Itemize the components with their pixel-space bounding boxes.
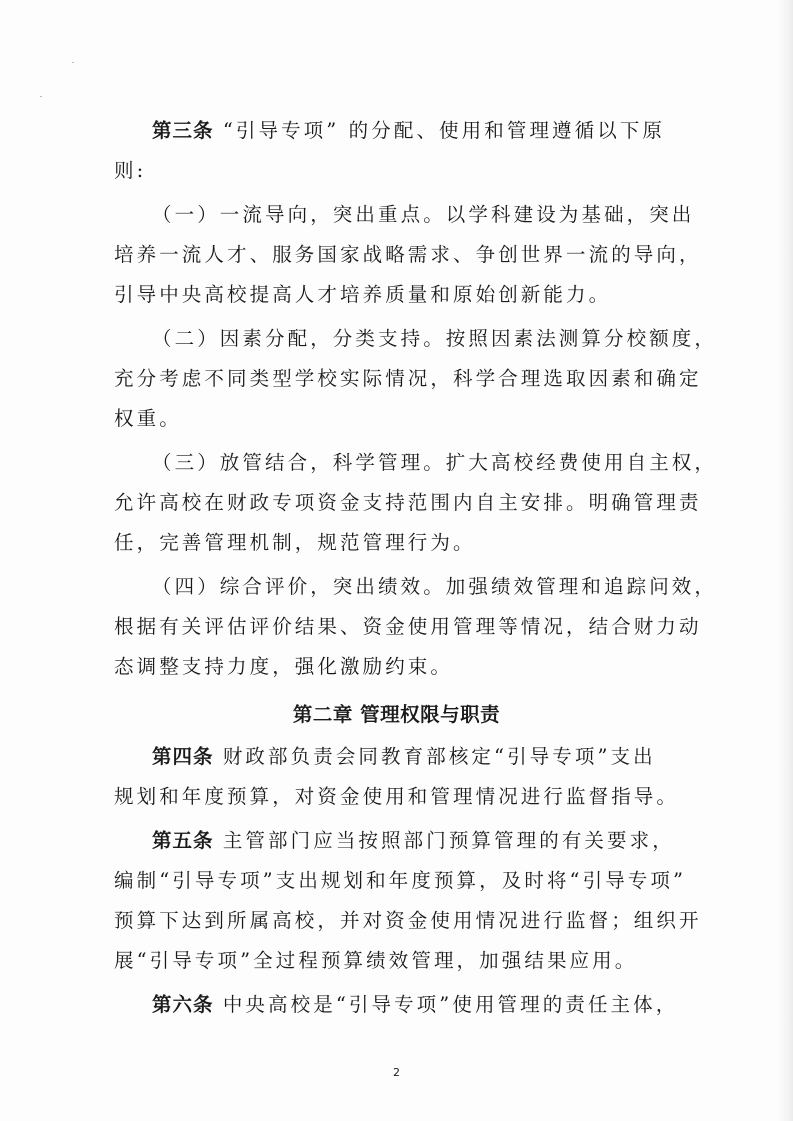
article-5-line-2: 编制“引导专项”支出规划和年度预算，及时将“引导专项” [114, 869, 687, 892]
article-6-line-1: 第六条 中央高校是“引导专项”使用管理的责任主体， [152, 993, 679, 1016]
article-5-label: 第五条 [152, 829, 214, 852]
principle-2-line-1: （二）因素分配，分类支持。按照因素法测算分校额度， [152, 327, 718, 350]
principle-4-line-3: 态调整支持力度，强化激励约束。 [114, 655, 454, 678]
principle-3-line-1: （三）放管结合，科学管理。扩大高校经费使用自主权， [152, 451, 718, 474]
article-5-line-1: 第五条 主管部门应当按照部门预算管理的有关要求， [152, 829, 675, 852]
scan-edge-shadow [777, 0, 793, 1121]
article-3-line-1: 第三条 “引导专项” 的分配、使用和管理遵循以下原 [152, 119, 666, 142]
principle-1-line-3: 引导中央高校提高人才培养质量和原始创新能力。 [114, 283, 612, 306]
chapter-2-heading: 第二章 管理权限与职责 [292, 703, 501, 726]
article-4-line-1: 第四条 财政部负责会同教育部核定“引导专项”支出 [152, 745, 656, 768]
principle-1-line-2: 培养一流人才、服务国家战略需求、争创世界一流的导向， [114, 243, 702, 266]
principle-2-line-3: 权重。 [114, 407, 182, 430]
scan-speck [72, 62, 74, 63]
article-6-label: 第六条 [152, 993, 214, 1016]
principle-3-line-2: 允许高校在财政专项资金支持范围内自主安排。明确管理责 [114, 491, 702, 514]
article-5-line-3: 预算下达到所属高校，并对资金使用情况进行监督；组织开 [114, 909, 702, 932]
article-4-label: 第四条 [152, 745, 214, 768]
article-5-line-4: 展“引导专项”全过程预算绩效管理，加强结果应用。 [114, 949, 638, 972]
principle-3-line-3: 任，完善管理机制，规范管理行为。 [114, 531, 476, 554]
page-number: 2 [393, 1066, 400, 1079]
article-4-line-2: 规划和年度预算，对资金使用和管理情况进行监督指导。 [114, 785, 680, 808]
scan-speck [40, 96, 42, 97]
article-3-line-2: 则: [114, 159, 147, 182]
principle-4-line-2: 根据有关评估评价结果、资金使用管理等情况，结合财力动 [114, 615, 702, 638]
principle-2-line-2: 充分考虑不同类型学校实际情况，科学合理选取因素和确定 [114, 367, 702, 390]
principle-4-line-1: （四）综合评价，突出绩效。加强绩效管理和追踪问效， [152, 575, 718, 598]
principle-1-line-1: （一）一流导向，突出重点。以学科建设为基础，突出 [152, 203, 695, 226]
article-3-label: 第三条 [152, 119, 214, 142]
